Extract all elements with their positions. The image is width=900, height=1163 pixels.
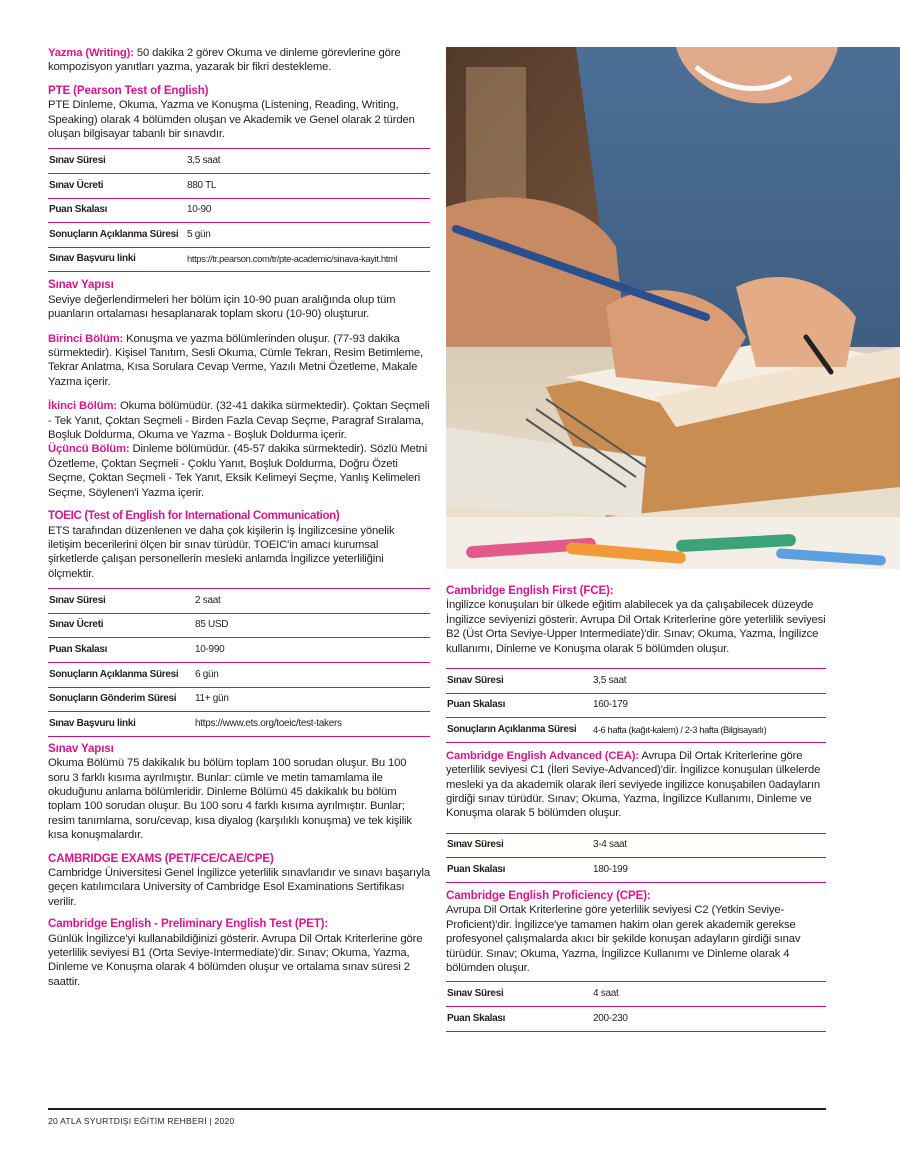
cambridge-title: CAMBRIDGE EXAMS (PET/FCE/CAE/CPE) bbox=[48, 851, 274, 865]
table-row bbox=[48, 662, 430, 687]
row-value: 180-199 bbox=[592, 858, 826, 883]
row-key: Sınav Ücreti bbox=[48, 174, 186, 199]
pte-title: PTE (Pearson Test of English) bbox=[48, 83, 209, 97]
row-value: 3,5 saat bbox=[592, 669, 826, 694]
toeic-description: ETS tarafından düzenlenen ve daha çok kişilerin İş İngilizcesine yönelik iletişim becerilerini ölçen bir sınav türüdür. TOEIC'in amacı kurumsal şirketlerde çalışan personellerin mesleki anlamda İngilizce yeterliliğini ölçmektir. bbox=[48, 524, 395, 580]
left-column bbox=[48, 46, 430, 989]
toeic-structure-text: Okuma Bölümü 75 dakikalık bu bölüm toplam 100 sorudan oluşur. Bu 100 soru 3 farklı kısıma ayrılmıştır. Bunlar: cümle ve metin tamamlama ile okuduğunu anlama bölümleridir. Dinleme Bölümü 45 dakikalık bu bölüm toplam 100 sorudan oluşur. Bu 100 soru 4 farklı kısıma ayrılmıştır. Bunlar; resim tanımlama, soru/cevap, kısa diyalog (karşılıklı konuşma) ve tek kişilik kısa konuşmalardır. bbox=[48, 757, 412, 842]
row-value: 10-90 bbox=[186, 198, 430, 223]
row-key: Sonuçların Gönderim Süresi bbox=[48, 687, 194, 712]
table-row bbox=[446, 833, 826, 858]
pte-section-1 bbox=[48, 332, 430, 390]
row-value: 5 gün bbox=[186, 223, 430, 248]
cpe-title: Cambridge English Proficiency (CPE): bbox=[446, 889, 651, 903]
table-row bbox=[48, 223, 430, 248]
table-row bbox=[446, 1007, 826, 1032]
row-key: Puan Skalası bbox=[48, 638, 194, 663]
cae-text: Avrupa Dil Ortak Kriterlerine göre yeterlilik seviyesi C1 (İleri Seviye-Advanced)'dir. İngilizce konuşulan ülkelerde mesleki ya da akademik olarak ileri seviyede ingilizce konuşabilen 0adayların girdiği sınav türüdür. Sınav; Okuma, Yazma, İngilizce Kullanımı, Dinleme ve Konuşma olarak 5 bölümden oluşur. bbox=[446, 749, 821, 820]
cpe-text: Avrupa Dil Ortak Kriterlerine göre yeterlilik seviyesi C2 (Yetkin Seviye-Proficient)'dir. İngilizce'ye tamamen hakim olan gerek akademik gerekse profesyonel çalışmalarda akıcı bir şekilde konuşan adayların girdiği sınav türüdür. Sınav; Okuma, Yazma, İngilizce Kullanımı ve Dinleme olarak 4 bölümden oluşur. bbox=[446, 904, 801, 975]
pte-section-2 bbox=[48, 399, 430, 442]
row-value: 2 saat bbox=[194, 589, 430, 614]
section-1-label: Birinci Bölüm: bbox=[48, 332, 124, 345]
cpe-info-table bbox=[446, 981, 826, 1031]
writing-text: 50 dakika 2 görev Okuma ve dinleme görevlerine göre kompozisyon yanıtları yazma, yazarak bir fikri destekleme. bbox=[48, 47, 401, 74]
row-key: Puan Skalası bbox=[48, 198, 186, 223]
section-1-text: Konuşma ve yazma bölümlerinden oluşur. (77-93 dakika sürmektedir). Kişisel Tanıtım, Sesli Okuma, Cümle Tekrarı, Resim Betimleme, Tekrar Anlatma, Kısa Sorulara Cevap Verme, Yazılı Metni Özetleme, Makale Yazma içerir. bbox=[48, 332, 424, 388]
pet-text: Günlük İngilizce'yi kullanabildiğinizi gösterir. Avrupa Dil Ortak Kriterlerine göre yeterlilik seviyesi B1 (Orta Seviye-Intermediate)'dir. Sınav; Okuma, Yazma, Dinleme ve Konuşma olarak 4 bölümden oluşur ve ortalama sınav süresi 2 saattir. bbox=[48, 932, 423, 988]
row-value: 4-6 hafta (kağıt-kalem) / 2-3 hafta (Bilgisayarlı) bbox=[592, 718, 826, 743]
row-key: Sınav Başvuru linki bbox=[48, 247, 186, 272]
row-key: Puan Skalası bbox=[446, 1007, 592, 1032]
toeic-application-link[interactable]: https://www.ets.org/toeic/test-takers bbox=[194, 712, 430, 737]
table-row bbox=[48, 712, 430, 737]
section-3-text: Dinleme bölümüdür. (45-57 dakika sürmektedir). Sözlü Metni Özetleme, Çoktan Seçmeli - Çoklu Yanıt, Boşluk Doldurma, Doğru Özeti Seçme, Çoktan Seçmeli - Tek Yanıt, Eksik Kelimeyi Seçme, Yanlış Kelimeleri Seçme, Söylenen'i Yazma içerir. bbox=[48, 443, 428, 499]
row-value: 6 gün bbox=[194, 662, 430, 687]
table-row bbox=[446, 982, 826, 1007]
fce-info-table bbox=[446, 668, 826, 743]
table-row bbox=[48, 638, 430, 663]
cae-info-table bbox=[446, 833, 826, 883]
cae-title: Cambridge English Advanced (CEA): bbox=[446, 749, 639, 762]
writing-paragraph bbox=[48, 46, 430, 75]
row-value: 10-990 bbox=[194, 638, 430, 663]
row-key: Sonuçların Açıklanma Süresi bbox=[48, 662, 194, 687]
table-row bbox=[48, 198, 430, 223]
toeic-structure-title: Sınav Yapısı bbox=[48, 741, 114, 755]
row-key: Sınav Başvuru linki bbox=[48, 712, 194, 737]
fce-title: Cambridge English First (FCE): bbox=[446, 584, 614, 597]
table-row bbox=[48, 613, 430, 638]
section-2-text: Okuma bölümüdür. (32-41 dakika sürmektedir). Çoktan Seçmeli - Tek Yanıt, Çoktan Seçmeli - Birden Fazla Cevap Seçme, Paragraf Sıralama, Boşluk Doldurma, Okuma ve Yazma - Boşluk Doldurma içerir. bbox=[48, 400, 430, 442]
table-row bbox=[446, 718, 826, 743]
section-3-label: Üçüncü Bölüm: bbox=[48, 443, 130, 456]
row-key: Sınav Süresi bbox=[446, 982, 592, 1007]
table-row bbox=[446, 693, 826, 718]
table-row bbox=[48, 687, 430, 712]
pte-application-link[interactable]: https://tr.pearson.com/tr/pte-academic/sinava-kayit.html bbox=[186, 247, 430, 272]
students-writing-photo bbox=[446, 47, 900, 569]
toeic-title: TOEIC (Test of English for International Communication) bbox=[48, 509, 340, 523]
pte-structure-text: Seviye değerlendirmeleri her bölüm için 10-90 puan aralığında olup tüm puanların ortalaması hesaplanarak toplam skoru (10-90) oluşturur. bbox=[48, 293, 396, 321]
pet-title: Cambridge English - Preliminary English Test (PET): bbox=[48, 917, 329, 931]
footer-divider bbox=[48, 1108, 826, 1110]
row-key: Puan Skalası bbox=[446, 693, 592, 718]
row-value: 11+ gün bbox=[194, 687, 430, 712]
row-value: 160-179 bbox=[592, 693, 826, 718]
row-key: Sınav Süresi bbox=[446, 669, 592, 694]
page-footer: 20 ATLA SYURTDIŞI EĞİTİM REHBERİ | 2020 bbox=[48, 1116, 235, 1126]
photo-illustration bbox=[446, 47, 900, 569]
fce-text: İngilizce konuşulan bir ülkede eğitim alabilecek ya da çalışabilecek düzeyde İngilizce seviyenizi gösterir. Avrupa Dil Ortak Kriterlerine göre yeterlilik seviyesi B2 (Üst Orta Seviye-Upper Intermediate)'dir. Sınav; Okuma, Yazma, İngilizce kullanımı, Dinleme ve Konuşma olarak 5 bölümden oluşur. bbox=[446, 599, 826, 655]
row-key: Sonuçların Açıklanma Süresi bbox=[446, 718, 592, 743]
row-value: 880 TL bbox=[186, 174, 430, 199]
row-key: Sınav Ücreti bbox=[48, 613, 194, 638]
row-key: Sınav Süresi bbox=[48, 149, 186, 174]
cambridge-description: Cambridge Üniversitesi Genel İngilizce yeterlilik sınavlarıdır ve sınavı başarıyla geçen katılımcılara University of Cambridge Esol Examinations Sertifikası verilir. bbox=[48, 866, 430, 908]
pte-info-table bbox=[48, 148, 430, 272]
table-row bbox=[446, 858, 826, 883]
table-row bbox=[48, 589, 430, 614]
right-column bbox=[446, 584, 826, 1032]
row-value: 4 saat bbox=[592, 982, 826, 1007]
row-value: 85 USD bbox=[194, 613, 430, 638]
table-row bbox=[48, 247, 430, 272]
table-row bbox=[446, 669, 826, 694]
writing-label: Yazma (Writing): bbox=[48, 47, 134, 59]
row-value: 200-230 bbox=[592, 1007, 826, 1032]
cae-paragraph bbox=[446, 749, 826, 821]
row-value: 3-4 saat bbox=[592, 833, 826, 858]
pte-description: PTE Dinleme, Okuma, Yazma ve Konuşma (Listening, Reading, Writing, Speaking) olarak 4 bölümden oluşan ve Akademik ve Genel olarak 2 türden oluşan bilgisayar tabanlı bir sınavdır. bbox=[48, 99, 415, 141]
row-key: Puan Skalası bbox=[446, 858, 592, 883]
table-row bbox=[48, 149, 430, 174]
pte-structure-title: Sınav Yapısı bbox=[48, 278, 114, 292]
section-2-label: İkinci Bölüm: bbox=[48, 400, 117, 413]
row-key: Sınav Süresi bbox=[48, 589, 194, 614]
row-key: Sınav Süresi bbox=[446, 833, 592, 858]
table-row bbox=[48, 174, 430, 199]
row-key: Sonuçların Açıklanma Süresi bbox=[48, 223, 186, 248]
pte-section-3 bbox=[48, 442, 430, 500]
toeic-info-table bbox=[48, 588, 430, 737]
row-value: 3,5 saat bbox=[186, 149, 430, 174]
